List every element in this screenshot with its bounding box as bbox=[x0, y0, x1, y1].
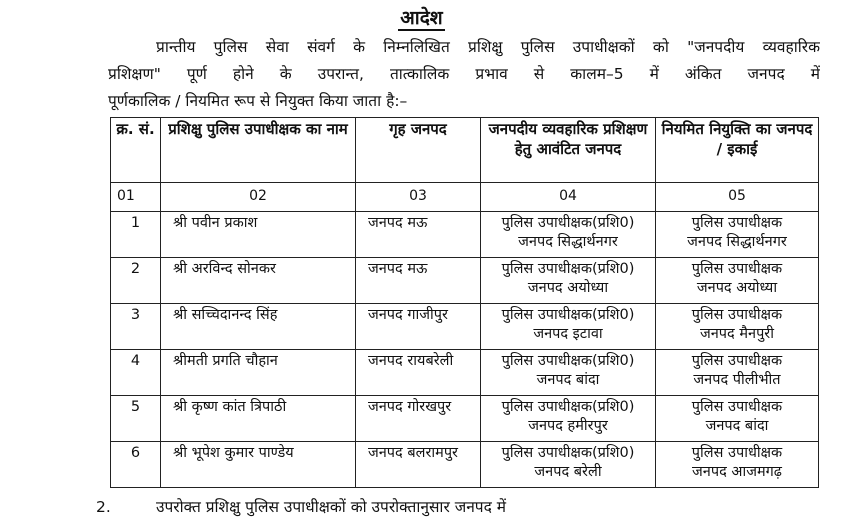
officer-name: श्री सच्चिदानन्द सिंह bbox=[161, 304, 356, 350]
training-district bbox=[481, 396, 656, 442]
serial-no: 5 bbox=[111, 396, 161, 442]
posting-district bbox=[656, 258, 819, 304]
table-row bbox=[111, 396, 819, 442]
home-district: जनपद मऊ bbox=[356, 212, 481, 258]
column-number: 04 bbox=[481, 183, 656, 212]
column-number: 02 bbox=[161, 183, 356, 212]
training-designation: पुलिस उपाधीक्षक(प्रशि0) bbox=[501, 399, 635, 415]
column-number: 05 bbox=[656, 183, 819, 212]
table-row bbox=[111, 258, 819, 304]
posting-district bbox=[656, 442, 819, 488]
officer-name: श्री भूपेश कुमार पाण्डेय bbox=[161, 442, 356, 488]
header-training-district: जनपदीय व्यवहारिक प्रशिक्षण हेतु आवंटित जनपद bbox=[481, 118, 656, 183]
training-district bbox=[481, 212, 656, 258]
paragraph-line-3: पूर्णकालिक / नियमित रूप से नियुक्त किया जाता है:– bbox=[108, 92, 408, 110]
home-district: जनपद गोरखपुर bbox=[356, 396, 481, 442]
serial-no: 3 bbox=[111, 304, 161, 350]
order-title bbox=[0, 4, 843, 30]
officer-name: श्री कृष्ण कांत त्रिपाठी bbox=[161, 396, 356, 442]
officer-name: श्री अरविन्द सोनकर bbox=[161, 258, 356, 304]
footer-paragraph bbox=[96, 496, 826, 517]
serial-no: 4 bbox=[111, 350, 161, 396]
header-home-district: गृह जनपद bbox=[356, 118, 481, 183]
table-row bbox=[111, 350, 819, 396]
table-header-row bbox=[111, 118, 819, 183]
training-district bbox=[481, 442, 656, 488]
footer-number: 2. bbox=[96, 498, 111, 516]
training-district bbox=[481, 350, 656, 396]
serial-no: 1 bbox=[111, 212, 161, 258]
training-designation: पुलिस उपाधीक्षक(प्रशि0) bbox=[501, 215, 635, 231]
paragraph-line-1: प्रान्तीय पुलिस सेवा संवर्ग के निम्नलिखित प्रशिक्षु पुलिस उपाधीक्षकों को "जनपदीय व्यवहारिक bbox=[156, 38, 820, 56]
posting-district-name: जनपद बांदा bbox=[705, 418, 769, 434]
officer-name: श्रीमती प्रगति चौहान bbox=[161, 350, 356, 396]
header-posting-district: नियमित नियुक्ति का जनपद / इकाई bbox=[656, 118, 819, 183]
posting-designation: पुलिस उपाधीक्षक bbox=[691, 353, 783, 369]
posting-district bbox=[656, 396, 819, 442]
posting-designation: पुलिस उपाधीक्षक bbox=[691, 215, 783, 231]
column-number-row bbox=[111, 183, 819, 212]
training-district-name: जनपद सिद्धार्थनगर bbox=[518, 234, 618, 250]
table-row bbox=[111, 442, 819, 488]
training-designation: पुलिस उपाधीक्षक(प्रशि0) bbox=[501, 307, 635, 323]
training-district-name: जनपद इटावा bbox=[533, 326, 603, 342]
column-number: 01 bbox=[111, 183, 161, 212]
posting-district bbox=[656, 212, 819, 258]
posting-district-name: जनपद अयोध्या bbox=[696, 280, 778, 296]
posting-district-name: जनपद मैनपुरी bbox=[700, 326, 774, 342]
posting-designation: पुलिस उपाधीक्षक bbox=[691, 399, 783, 415]
posting-district bbox=[656, 350, 819, 396]
order-title-text: आदेश bbox=[400, 7, 443, 29]
serial-no: 6 bbox=[111, 442, 161, 488]
home-district: जनपद गाजीपुर bbox=[356, 304, 481, 350]
training-district-name: जनपद हमीरपुर bbox=[528, 418, 608, 434]
training-designation: पुलिस उपाधीक्षक(प्रशि0) bbox=[501, 261, 635, 277]
posting-district bbox=[656, 304, 819, 350]
posting-district-name: जनपद सिद्धार्थनगर bbox=[687, 234, 787, 250]
home-district: जनपद बलरामपुर bbox=[356, 442, 481, 488]
posting-table bbox=[110, 117, 819, 488]
training-district-name: जनपद अयोध्या bbox=[527, 280, 609, 296]
order-paragraph bbox=[108, 34, 820, 115]
home-district: जनपद रायबरेली bbox=[356, 350, 481, 396]
column-number: 03 bbox=[356, 183, 481, 212]
posting-district-name: जनपद आजमगढ़ bbox=[692, 464, 782, 480]
header-serial-no: क्र. सं. bbox=[111, 118, 161, 183]
header-officer-name: प्रशिक्षु पुलिस उपाधीक्षक का नाम bbox=[161, 118, 356, 183]
table-row bbox=[111, 212, 819, 258]
training-district bbox=[481, 304, 656, 350]
home-district: जनपद मऊ bbox=[356, 258, 481, 304]
posting-designation: पुलिस उपाधीक्षक bbox=[691, 307, 783, 323]
serial-no: 2 bbox=[111, 258, 161, 304]
posting-designation: पुलिस उपाधीक्षक bbox=[691, 261, 783, 277]
posting-district-name: जनपद पीलीभीत bbox=[693, 372, 781, 388]
training-district-name: जनपद बांदा bbox=[536, 372, 600, 388]
paragraph-line-2: प्रशिक्षण" पूर्ण होने के उपरान्त, तात्कालिक प्रभाव से कालम–5 में अंकित जनपद में bbox=[108, 65, 820, 83]
officer-name: श्री पवीन प्रकाश bbox=[161, 212, 356, 258]
footer-text: उपरोक्त प्रशिक्षु पुलिस उपाधीक्षकों को उपरोक्तानुसार जनपद में bbox=[156, 498, 507, 516]
table-row bbox=[111, 304, 819, 350]
posting-designation: पुलिस उपाधीक्षक bbox=[691, 445, 783, 461]
training-district-name: जनपद बरेली bbox=[534, 464, 602, 480]
training-designation: पुलिस उपाधीक्षक(प्रशि0) bbox=[501, 445, 635, 461]
training-district bbox=[481, 258, 656, 304]
training-designation: पुलिस उपाधीक्षक(प्रशि0) bbox=[501, 353, 635, 369]
